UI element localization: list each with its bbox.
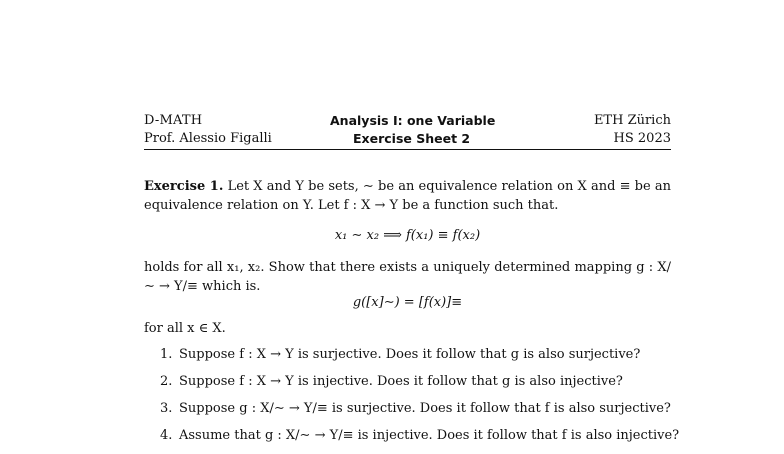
exercise-middle-paragraph: holds for all x₁, x₂. Show that there exists a uniquely determined mapping g : X/∼ → Y/≡ which is.	[144, 260, 671, 294]
list-item-number: 1.	[160, 347, 173, 362]
list-item	[144, 400, 704, 427]
list-item-number: 2.	[160, 374, 173, 389]
implication-formula: x₁ ∼ x₂ ⟹ f(x₁) ≡ f(x₂)	[334, 228, 481, 243]
exercise-heading: Exercise 1.	[144, 179, 224, 194]
professor-name: Prof. Alessio Figalli	[144, 131, 272, 146]
list-item-text: Suppose g : X/∼ → Y/≡ is surjective. Does it follow that f is also surjective?	[179, 401, 671, 416]
list-item-text: Assume that g : X/∼ → Y/≡ is injective. Does it follow that f is also injective?	[179, 428, 680, 443]
list-item-number: 4.	[160, 428, 173, 443]
exercise-intro-text: Let X and Y be sets, ∼ be an equivalence relation on X and ≡ be an equivalence relation on Y. Let f : X → Y be a function such that.	[144, 179, 671, 213]
department-label: D-MATH	[144, 113, 203, 128]
question-list	[144, 346, 704, 454]
institution-name: ETH Zürich	[593, 113, 671, 128]
sheet-title: Exercise Sheet 2	[353, 131, 471, 146]
semester-label: HS 2023	[613, 131, 671, 146]
exercise-closing-text: for all x ∈ X.	[144, 321, 226, 336]
list-item-text: Suppose f : X → Y is surjective. Does it follow that g is also surjective?	[179, 347, 641, 362]
list-item-text: Suppose f : X → Y is injective. Does it follow that g is also injective?	[179, 374, 623, 389]
exercise-intro-paragraph	[144, 177, 671, 215]
header-rule	[144, 149, 671, 150]
course-title: Analysis I: one Variable	[330, 113, 496, 128]
list-item	[144, 373, 704, 400]
mapping-formula: g([x]∼) = [f(x)]≡	[352, 295, 463, 310]
list-item-number: 3.	[160, 401, 173, 416]
list-item	[144, 346, 704, 373]
